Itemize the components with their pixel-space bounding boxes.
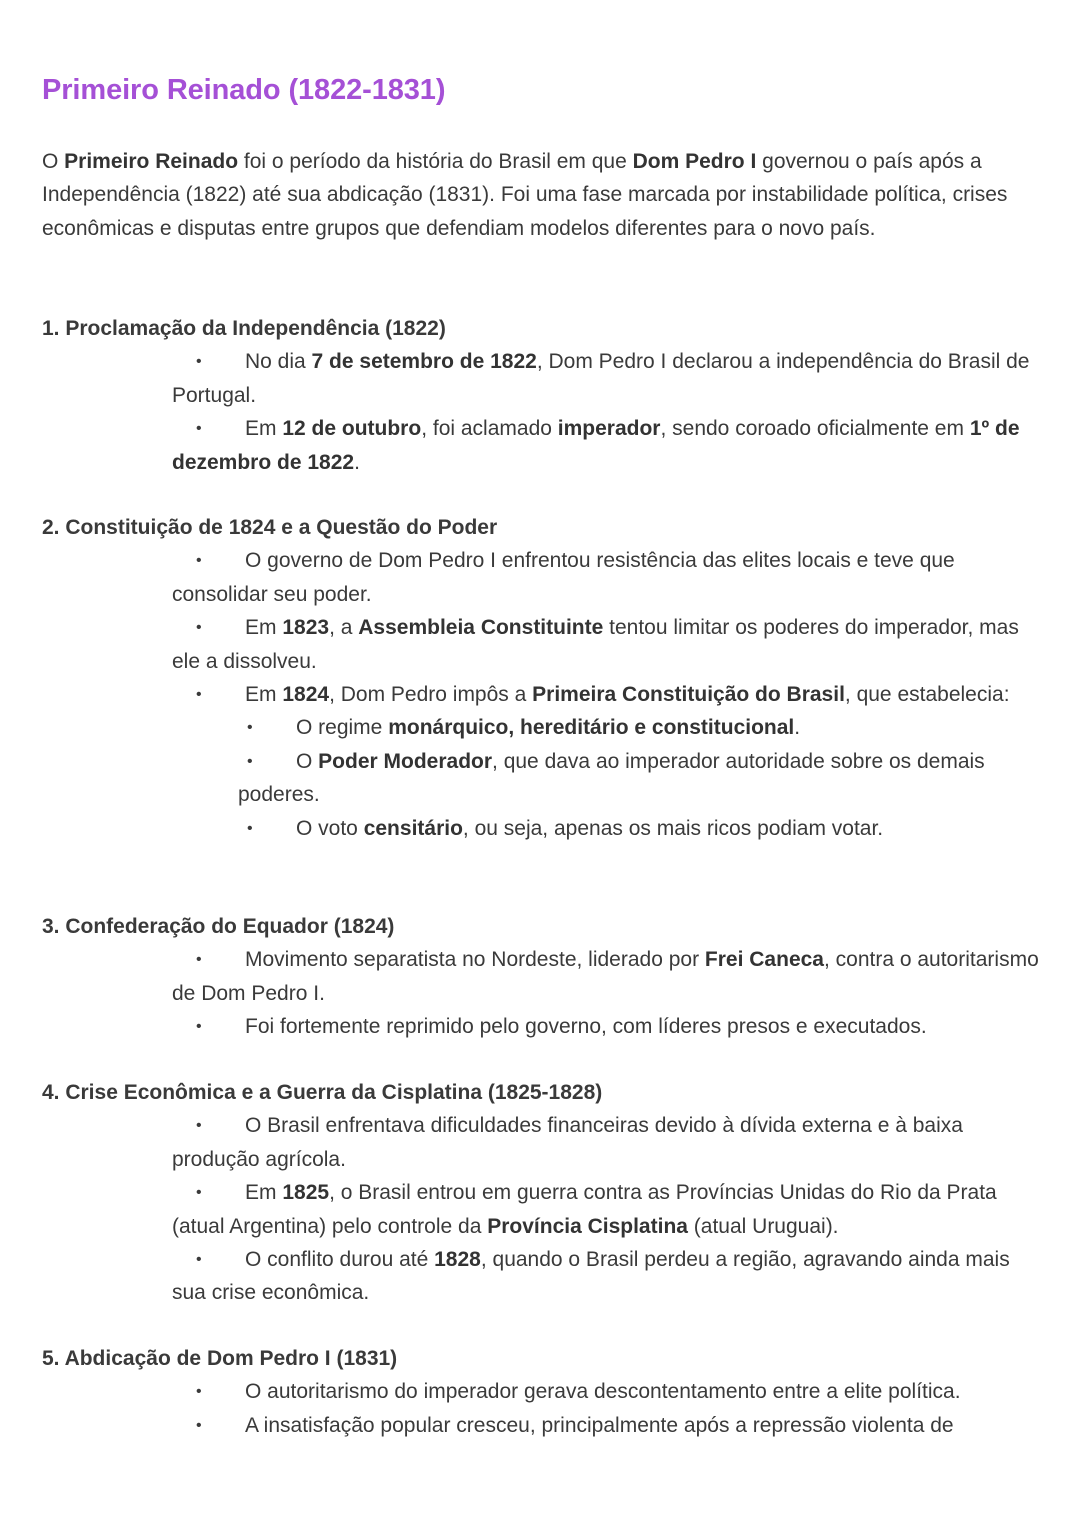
text-run: . xyxy=(354,450,360,474)
text-run: , que dava ao imperador autoridade sobre os demais poderes. xyxy=(238,749,985,807)
text-run: No dia xyxy=(245,350,312,374)
text-run: Em xyxy=(245,616,283,640)
text-run: . xyxy=(794,716,801,740)
list-item xyxy=(42,345,1042,412)
text-run: , a xyxy=(329,616,359,640)
bold-text: 7 de setembro de 1822 xyxy=(311,350,537,374)
list-item xyxy=(42,1010,1042,1043)
text-run: O xyxy=(296,749,319,773)
bullet-icon: • xyxy=(196,1416,202,1434)
bold-text: censitário xyxy=(363,816,463,840)
bold-text: Frei Caneca xyxy=(704,948,824,972)
list-item xyxy=(42,1375,1042,1408)
bold-text: 1º de dezembro de 1822 xyxy=(172,417,1020,474)
text-run: , Dom Pedro impôs a xyxy=(329,683,533,707)
text-run: foi o período da história do Brasil em que xyxy=(238,150,633,173)
bold-text: Dom Pedro I xyxy=(632,150,757,173)
text-run: , o Brasil entrou em guerra contra as Províncias Unidas do Rio da Prata (atual Argentina) pelo controle da xyxy=(172,1181,997,1238)
section xyxy=(42,1342,1042,1442)
sub-list-item xyxy=(42,745,1042,812)
text-run: O xyxy=(42,150,65,173)
bullet-icon: • xyxy=(196,420,202,438)
list-item xyxy=(42,1243,1042,1310)
bullet-icon: • xyxy=(247,819,253,837)
bold-text: 1824 xyxy=(282,683,330,707)
section-heading: 2. Constituição de 1824 e a Questão do Poder xyxy=(42,516,498,539)
section-heading: 3. Confederação do Equador (1824) xyxy=(42,915,395,938)
text-run: Em xyxy=(245,417,283,441)
section-heading: 5. Abdicação de Dom Pedro I (1831) xyxy=(42,1347,398,1370)
bullet-icon: • xyxy=(196,1018,202,1036)
bold-text: 1825 xyxy=(282,1181,330,1205)
text-run: O autoritarismo do imperador gerava descontentamento entre a elite política. xyxy=(245,1380,961,1404)
section xyxy=(42,312,1042,479)
text-run: O voto xyxy=(296,816,364,840)
section-heading: 4. Crise Econômica e a Guerra da Cisplatina (1825-1828) xyxy=(42,1081,603,1104)
bold-text: Província Cisplatina xyxy=(487,1214,688,1238)
bullet-icon: • xyxy=(247,719,253,737)
text-run: A insatisfação popular cresceu, principalmente após a repressão violenta de xyxy=(245,1413,954,1437)
bullet-icon: • xyxy=(196,951,202,969)
bullet-icon: • xyxy=(247,752,253,770)
bullet-icon: • xyxy=(196,1184,202,1202)
text-run: O conflito durou até xyxy=(245,1248,435,1272)
text-run: , que estabelecia: xyxy=(844,683,1010,707)
intro-paragraph xyxy=(42,145,1042,245)
section-heading: 1. Proclamação da Independência (1822) xyxy=(42,317,446,340)
list-item xyxy=(42,1109,1042,1176)
text-run: , quando o Brasil perdeu a região, agravando ainda mais sua crise econômica. xyxy=(172,1248,1010,1305)
bold-text: 1823 xyxy=(282,616,330,640)
bold-text: 12 de outubro xyxy=(282,417,422,441)
list-item xyxy=(42,611,1042,678)
list-item xyxy=(42,412,1042,479)
text-run: , foi aclamado xyxy=(421,417,558,441)
text-run: , ou seja, apenas os mais ricos podiam votar. xyxy=(462,816,884,840)
sub-list-item xyxy=(42,812,1042,845)
bold-text: imperador xyxy=(557,417,661,441)
page-title: Primeiro Reinado (1822-1831) xyxy=(42,74,446,106)
text-run: Foi fortemente reprimido pelo governo, com líderes presos e executados. xyxy=(245,1015,927,1039)
text-run: (atual Uruguai). xyxy=(687,1214,839,1238)
text-run: Movimento separatista no Nordeste, liderado por xyxy=(245,948,705,972)
text-run: , Dom Pedro I declarou a independência do Brasil de Portugal. xyxy=(172,350,1030,407)
section xyxy=(42,511,1042,845)
list-item xyxy=(42,544,1042,611)
text-run: O regime xyxy=(296,716,389,740)
bullet-icon: • xyxy=(196,552,202,570)
list-item xyxy=(42,678,1042,711)
bold-text: Primeiro Reinado xyxy=(64,150,239,173)
section xyxy=(42,1076,1042,1310)
bold-text: 1828 xyxy=(434,1248,481,1272)
section xyxy=(42,910,1042,1044)
list-item xyxy=(42,943,1042,1010)
text-run: O governo de Dom Pedro I enfrentou resistência das elites locais e teve que consolidar seu poder. xyxy=(172,549,955,606)
bullet-icon: • xyxy=(196,686,202,704)
bullet-icon: • xyxy=(196,353,202,371)
text-run: Em xyxy=(245,1181,283,1205)
bullet-icon: • xyxy=(196,1383,202,1401)
text-run: O Brasil enfrentava dificuldades financeiras devido à dívida externa e à baixa produção agrícola. xyxy=(172,1114,963,1171)
bold-text: Poder Moderador xyxy=(318,749,493,773)
list-item xyxy=(42,1409,1042,1442)
sub-list-item xyxy=(42,711,1042,744)
text-run: , sendo coroado oficialmente em xyxy=(660,417,970,441)
bullet-icon: • xyxy=(196,619,202,637)
text-run: , contra o autoritarismo de Dom Pedro I. xyxy=(172,948,1039,1005)
text-run: governou o país após a Independência (1822) até sua abdicação (1831). Foi uma fase marcada por instabilidade política, crises econômicas e disputas entre grupos que defendiam modelos diferentes para o novo país. xyxy=(42,150,1008,240)
bullet-icon: • xyxy=(196,1117,202,1135)
bold-text: Primeira Constituição do Brasil xyxy=(532,683,845,707)
text-run: tentou limitar os poderes do imperador, mas ele a dissolveu. xyxy=(172,616,1019,673)
text-run: Em xyxy=(245,683,283,707)
list-item xyxy=(42,1176,1042,1243)
bullet-icon: • xyxy=(196,1251,202,1269)
bold-text: monárquico, hereditário e constitucional xyxy=(388,716,795,740)
bold-text: Assembleia Constituinte xyxy=(358,616,604,640)
